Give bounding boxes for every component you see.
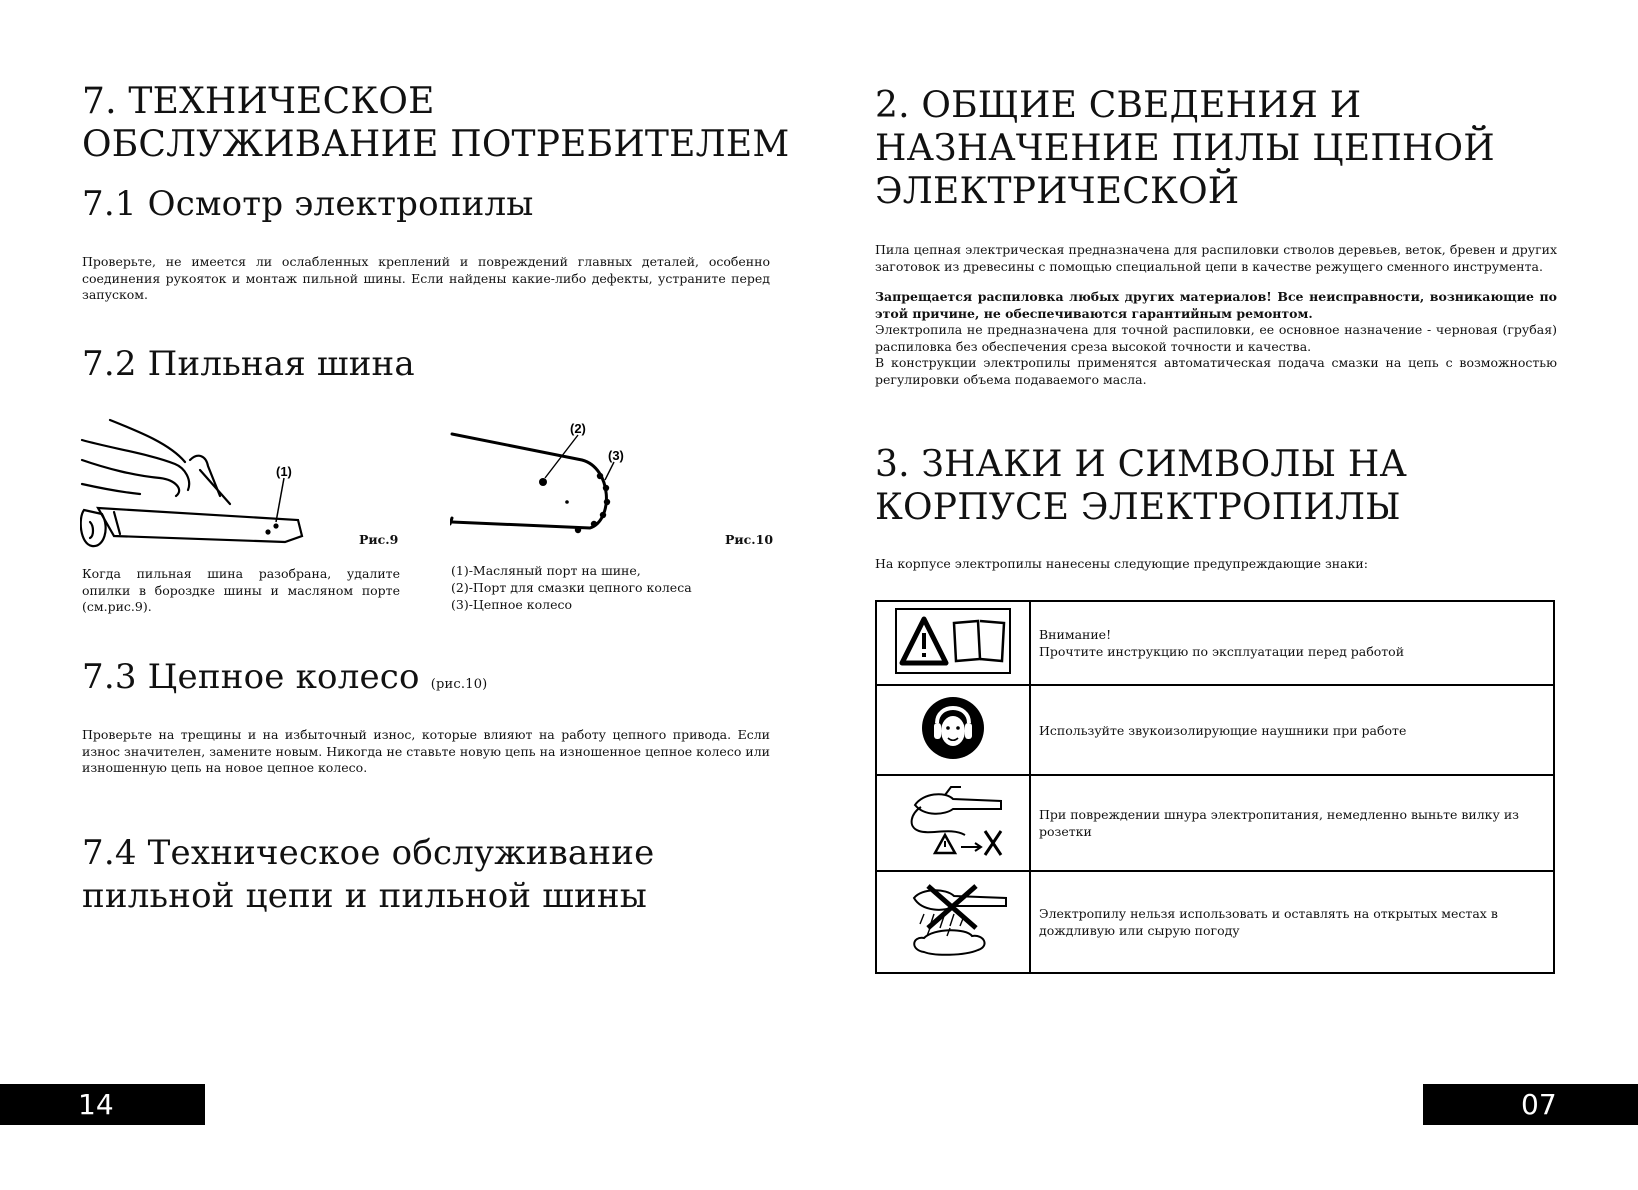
sign-row — [876, 775, 1554, 871]
sign-1-line-2: Прочтите инструкцию по эксплуатации перед работой — [1039, 644, 1405, 659]
figure-10-callout-3: (3) — [608, 448, 624, 463]
section-3-heading: 3. ЗНАКИ И СИМВОЛЫ НА КОРПУСЕ ЭЛЕКТРОПИЛЫ — [875, 444, 1407, 528]
section-7-3-text: Проверьте на трещины и на избыточный износ, которые влияют на работу цепного привода. Если износ значителен, замените новым. Никогда не ставьте новую цепь на изношенное цепное колесо или изношенную цепь на новое цепное колесо. — [82, 727, 770, 775]
figure-10-legend-item-3: (3)-Цепное колесо — [451, 597, 572, 612]
unplug-cord-icon — [901, 783, 1005, 859]
sign-2-text: Используйте звукоизолирующие наушники при работе — [1030, 685, 1554, 775]
section-7-4-heading: 7.4 Техническое обслуживание пильной цепи и пильной шины — [82, 833, 655, 916]
figure-9-description: Когда пильная шина разобрана, удалите опилки в бороздке шины и масляном порте (см.рис.9). — [82, 566, 400, 614]
sign-icon-cell — [876, 601, 1030, 685]
figure-10-legend-item-2: (2)-Порт для смазки цепного колеса — [451, 580, 692, 595]
page-number-right-text: 07 — [1521, 1088, 1557, 1121]
sign-3-text: При повреждении шнура электропитания, немедленно выньте вилку из розетки — [1030, 775, 1554, 871]
sign-row — [876, 601, 1554, 685]
warning-book-icon — [894, 607, 1012, 675]
ear-protection-icon — [920, 695, 986, 761]
section-7-title: 7. ТЕХНИЧЕСКОЕ ОБСЛУЖИВАНИЕ ПОТРЕБИТЕЛЕМ — [82, 81, 790, 165]
warning-signs-table — [875, 600, 1555, 974]
section-7-1-heading: 7.1 Осмотр электропилы — [82, 184, 534, 224]
section-2-paragraph-4: В конструкции электропилы применятся автоматическая подача смазки на цепь с возможностью регулировки объема подаваемого масла. — [875, 355, 1557, 387]
figure-10-guide-bar — [450, 420, 630, 545]
figure-10-legend — [451, 562, 692, 613]
section-7-2-heading: 7.2 Пильная шина — [82, 344, 415, 384]
figure-9-bar-cleaning — [80, 418, 310, 550]
sign-icon-cell — [876, 775, 1030, 871]
section-7-1-text: Проверьте, не имеется ли ослабленных креплений и повреждений главных деталей, особенно соединения рукояток и монтаж пильной шины. Если найдены какие-либо дефекты, устраните перед запуском. — [82, 254, 770, 302]
figure-9-callout-1: (1) — [276, 464, 292, 479]
right-page — [819, 0, 1638, 1190]
section-2-paragraph-3: Электропила не предназначена для точной распиловки, ее основное назначение - черновая (грубая) распиловка без обеспечения среза высокой точности и качества. — [875, 322, 1557, 354]
section-2-heading: 2. ОБЩИЕ СВЕДЕНИЯ И НАЗНАЧЕНИЕ ПИЛЫ ЦЕПНОЙ ЭЛЕКТРИЧЕСКОЙ — [875, 85, 1495, 212]
figure-10-callout-2: (2) — [570, 421, 586, 436]
figure-9-caption: Рис.9 — [359, 532, 399, 547]
sign-row — [876, 685, 1554, 775]
sign-1-line-1: Внимание! — [1039, 627, 1112, 642]
page-number-left-text: 14 — [78, 1088, 114, 1121]
figure-10-caption: Рис.10 — [725, 532, 774, 547]
section-2-paragraph-1: Пила цепная электрическая предназначена для распиловки стволов деревьев, веток, бревен и других заготовок из древесины с помощью специальной цепи в качестве режущего сменного инструмента. — [875, 242, 1557, 274]
section-7-3-heading-text: 7.3 Цепное колесо — [82, 657, 420, 697]
no-rain-icon — [894, 880, 1012, 960]
section-3-intro: На корпусе электропилы нанесены следующие предупреждающие знаки: — [875, 556, 1368, 571]
section-7-3-heading — [82, 656, 487, 706]
figure-10-legend-item-1: (1)-Масляный порт на шине, — [451, 563, 641, 578]
sign-icon-cell — [876, 871, 1030, 973]
section-7-3-heading-ref: (рис.10) — [430, 677, 488, 692]
page-number-left — [0, 1084, 205, 1125]
sign-row — [876, 871, 1554, 973]
page-number-right — [1423, 1084, 1638, 1125]
sign-icon-cell — [876, 685, 1030, 775]
sign-4-text: Электропилу нельзя использовать и оставлять на открытых местах в дождливую или сырую погоду — [1030, 871, 1554, 973]
section-2-warning: Запрещается распиловка любых других материалов! Все неисправности, возникающие по этой причине, не обеспечиваются гарантийным ремонтом. — [875, 289, 1557, 321]
sign-text-cell — [1030, 601, 1554, 685]
